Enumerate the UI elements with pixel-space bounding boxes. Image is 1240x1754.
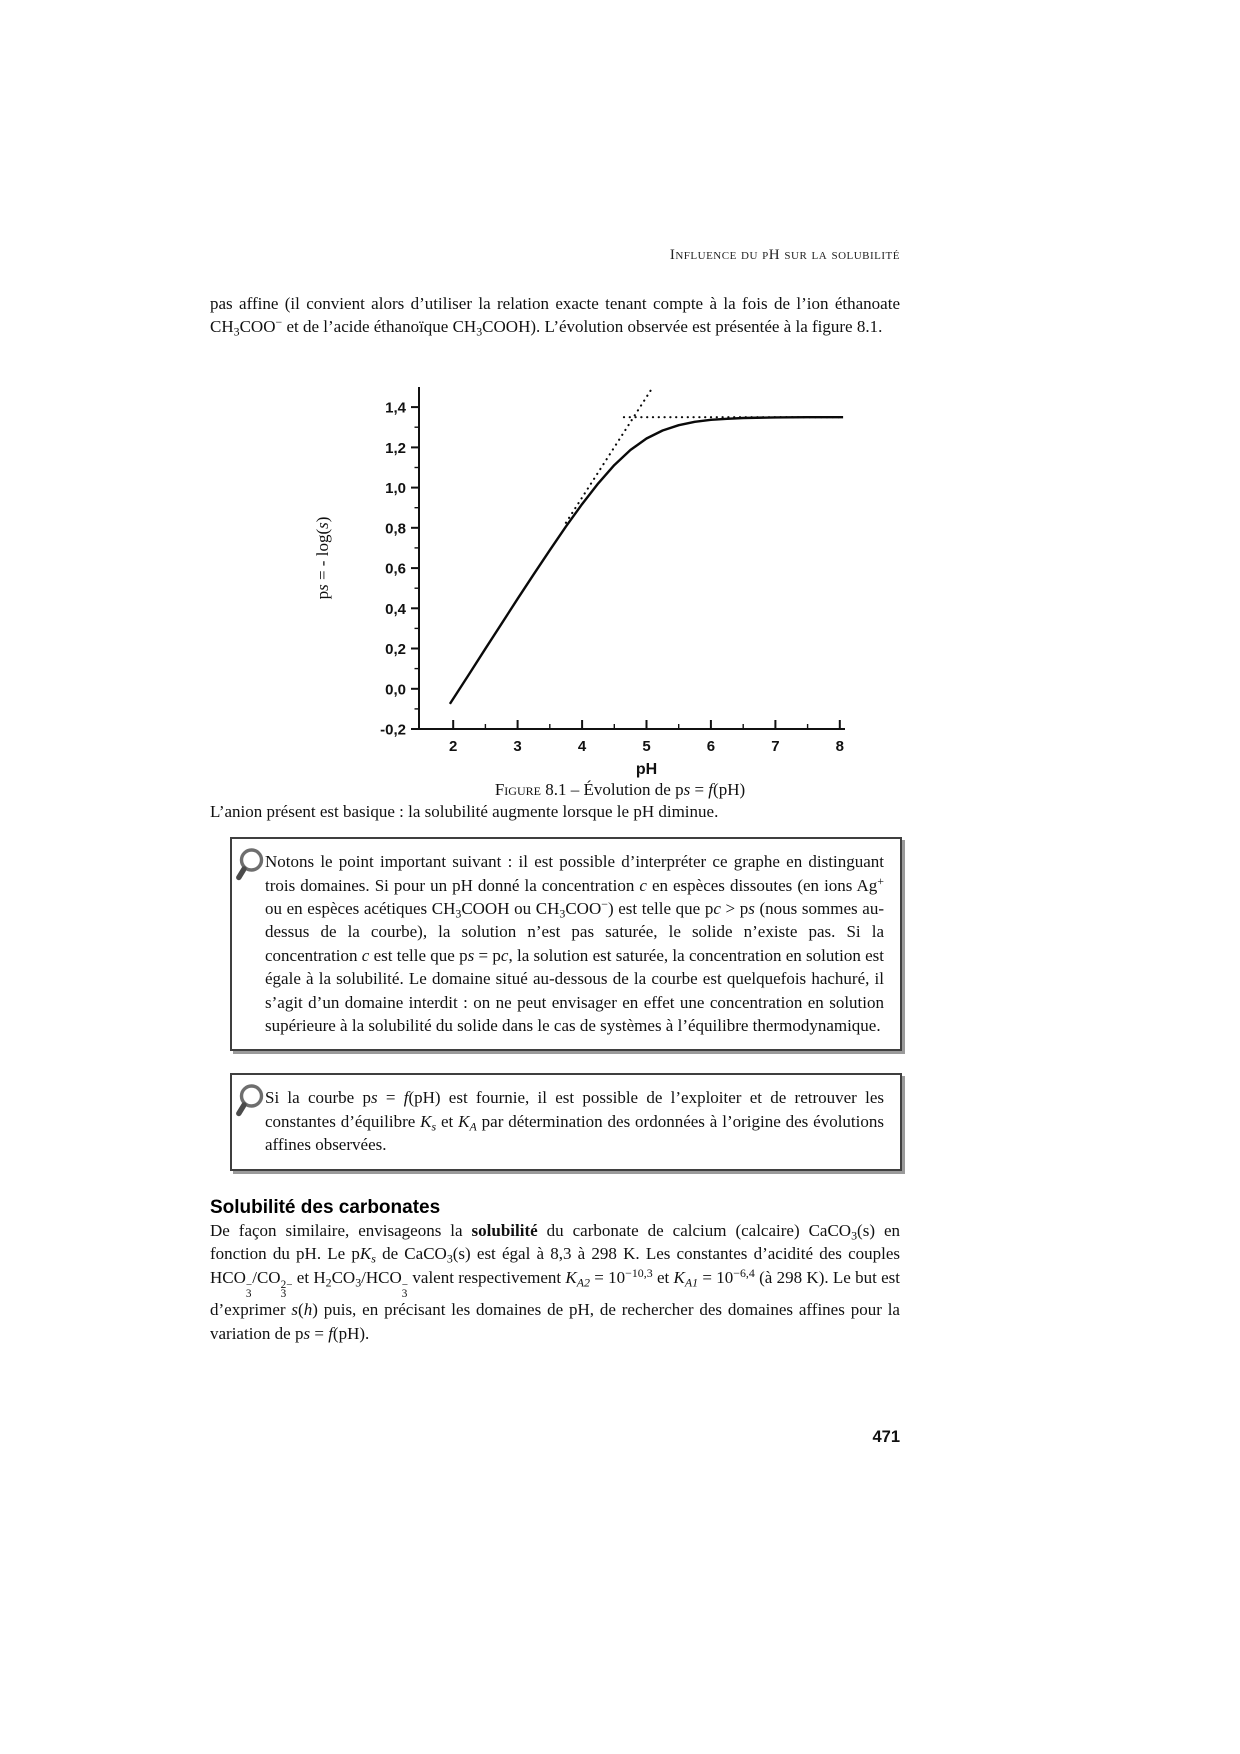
note-text: Notons le point important suivant : il est possible d’interpréter ce graphe en distinguant trois domaines. Si pour un pH donné la concentration c en espèces dissoutes (en ions Ag+ ou en espèces acétiques $CH_3COOH$ ou $CH_3COO^-$) est telle que pc > ps (nous sommes au-dessus de la courbe), la solution n’est pas saturée, le solide n’existe pas. Si la concentration c est telle que ps = pc, la solution est saturée, la concentration en solution est égale à la solubilité. Le domaine situé au-dessous de la courbe est quelquefois hachuré, il s’agit d’un domaine interdit : on ne peut envisager en effet une concentration en solution supérieure à la solubilité du solide dans le cas de systèmes à l’équilibre thermodynamique. bbox=[265, 852, 884, 1036]
x-tick-label: 8 bbox=[835, 737, 844, 755]
anion-paragraph: L’anion présent est basique : la solubilité augmente lorsque le pH diminue. bbox=[210, 801, 719, 821]
x-tick-label: 4 bbox=[577, 737, 587, 755]
figure-8-1 bbox=[210, 345, 900, 800]
y-axis-label: ps = - log(s) bbox=[313, 516, 332, 600]
magnifier-icon bbox=[236, 848, 266, 882]
x-tick-label: 3 bbox=[513, 737, 522, 755]
x-axis-label: pH bbox=[635, 760, 658, 778]
y-tick-label: 1,2 bbox=[385, 439, 406, 457]
series-group bbox=[450, 390, 843, 704]
section-heading: Solubilité des carbonates bbox=[210, 1196, 441, 1218]
page-number: 471 bbox=[872, 1428, 900, 1446]
main-content bbox=[210, 292, 900, 1345]
axes bbox=[419, 387, 845, 729]
y-tick-label: 0,4 bbox=[385, 600, 406, 618]
note-box-domains bbox=[230, 837, 902, 1051]
y-tick-label: 1,0 bbox=[385, 479, 406, 497]
y-tick-label: 1,4 bbox=[385, 399, 406, 417]
intro-paragraph: pas affine (il convient alors d’utiliser la relation exacte tenant compte à la fois de l’ion éthanoate $CH_3COO^-$ et de l’acide éthanoïque $CH_3COOH$). L’évolution observée est présentée à la figure 8.1. bbox=[210, 294, 900, 339]
note-box-exploitation bbox=[230, 1073, 902, 1170]
x-tick-label: 7 bbox=[771, 737, 780, 755]
solubility-curve bbox=[450, 417, 843, 704]
y-tick-label: 0,2 bbox=[385, 640, 406, 658]
figure-caption: Figure 8.1 – Évolution de ps = f(pH) bbox=[494, 779, 746, 799]
x-tick-label: 6 bbox=[706, 737, 716, 755]
y-axis-ticks bbox=[380, 399, 419, 738]
x-axis-ticks bbox=[449, 720, 844, 755]
carbonates-paragraph: De façon similaire, envisageons la solubilité du carbonate de calcium (calcaire) CaCO$_3$(s) en fonction du pH. Le $pK_s$ de CaCO$_3$(s) est égal à 8,3 à 298 K. Les constantes d’acidité des couples HCO − 3 /CO 2− 3 et $H_2CO_3$/HCO − 3 valent respectivement $K_{A2} = 10^{-10,3}$ et $K_{A1} = 10^{-6,4}$ (à 298 K). Le but est d’exprimer s(h) puis, en précisant les domaines de pH, de rechercher des domaines affines pour la variation de ps = f(pH). bbox=[210, 1220, 901, 1343]
affine-asymptote bbox=[566, 390, 651, 523]
x-tick-label: 2 bbox=[449, 737, 458, 755]
chart-svg bbox=[300, 345, 852, 780]
x-tick-label: 5 bbox=[642, 737, 651, 755]
running-header: Influence du pH sur la solubilité bbox=[669, 247, 900, 263]
y-tick-label: 0,0 bbox=[385, 681, 406, 699]
note-text: Si la courbe ps = f(pH) est fournie, il est possible de l’exploiter et de retrouver les constantes d’équilibre $K_s$ et $K_A$ par détermination des ordonnées à l’origine des évolutions affines observées. bbox=[265, 1088, 884, 1155]
magnifier-icon bbox=[236, 1084, 266, 1118]
y-tick-label: 0,6 bbox=[385, 560, 406, 578]
solubility-chart bbox=[300, 345, 852, 780]
y-tick-label: 0,8 bbox=[385, 520, 406, 538]
y-tick-label: -0,2 bbox=[380, 721, 406, 739]
